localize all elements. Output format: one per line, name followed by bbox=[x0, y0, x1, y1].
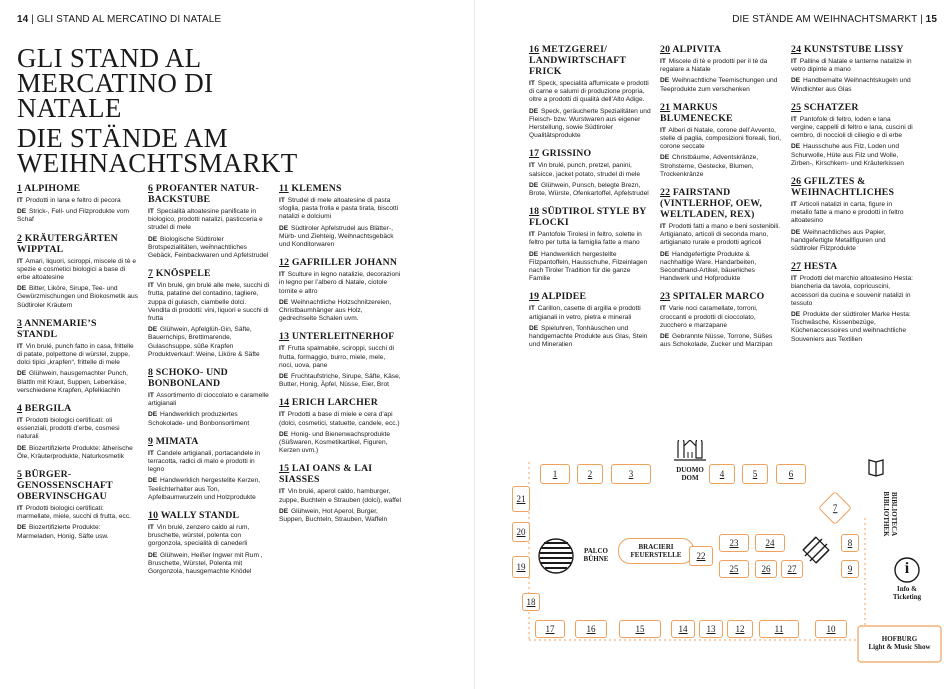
stand-name: 6 PROFANTER NATUR-BACKSTUBE bbox=[148, 183, 260, 205]
stand-name: 21 MARKUS BLUMENECKE bbox=[660, 101, 733, 124]
stand-entry-20 bbox=[660, 44, 782, 94]
stand-column-5 bbox=[660, 44, 782, 357]
running-head-left: GLI STAND AL MERCATINO DI NATALE bbox=[36, 14, 222, 25]
stand-column-3 bbox=[279, 183, 401, 532]
stand-description-it: IT Vin brulé, gin brulé alle mele, succhi di frutta, patatine del contadino, tagliere, zuppa di gulasch, ciambelle dolci. Vendita di prodotti: vini, liquori e succhi di frutta bbox=[148, 282, 270, 323]
stand-name: 24 KUNSTSTUBE LISSY bbox=[791, 44, 904, 55]
stand-number: 20 bbox=[660, 44, 671, 55]
stand-name: 26 GFILZTES & WEIHNACHTLICHES bbox=[791, 176, 895, 199]
stand-marker-25[interactable]: 25 bbox=[719, 560, 749, 578]
stand-description-de: DE Produkte der südtiroler Marke Hesta: Tischwäsche, Kissenbezüge, Küchenaccessoires und weihnachtliche Souveniers aus Textilien bbox=[791, 311, 911, 343]
stand-name: 17 GRISSINO bbox=[529, 148, 592, 160]
stand-description-it: IT Prodotti fatti a mano e beni sostenibili. Artigianato, articoli di seconda mano, artigianato rurale e prodotti agricoli bbox=[660, 223, 781, 247]
stand-number: 27 bbox=[791, 261, 802, 273]
stand-number: 21 bbox=[660, 101, 671, 113]
stand-description-it: IT Varie noci caramellate, torroni, croccanti e prodotti di cioccolato, zucchero e marzapane bbox=[660, 305, 758, 329]
stand-description-de: DE Glühwein, Punsch, belegte Brezn, Brote, Würste, Ofenkartoffel, Apfelstrudel bbox=[529, 181, 649, 198]
stand-entry-24 bbox=[791, 44, 913, 94]
bracieri-area: BRACIERI FEUERSTELLE bbox=[618, 538, 694, 564]
stand-description-it: IT Pantofole Tirolesi in feltro, solette in feltro per tutta la famiglia fatte a mano bbox=[529, 231, 642, 247]
stand-description-it: IT Prodotti biologici certificati: oli essenziali, prodotti d’erbe, cosmesi naturali bbox=[17, 417, 120, 441]
stand-number: 22 bbox=[660, 187, 671, 199]
stand-name: 4 BERGILA bbox=[17, 403, 72, 415]
stand-name: 13 UNTERLEITNERHOF bbox=[279, 331, 395, 343]
stand-entry-21 bbox=[660, 102, 782, 179]
stand-description-it: IT Alberi di Natale, corone dell’Avvento, stelle di paglia, composizioni floreali, fiori, corone seccate bbox=[660, 126, 781, 151]
stand-number: 7 bbox=[148, 268, 154, 280]
stand-number: 23 bbox=[660, 291, 671, 303]
library-icon bbox=[869, 460, 883, 476]
stand-entry-19 bbox=[529, 291, 651, 349]
stand-name: 18 SÜDTIROL STYLE BY FLOCKI bbox=[529, 206, 647, 229]
stand-name: 10 WALLY STANDL bbox=[148, 510, 240, 522]
stand-description-de: DE Handgefertigte Produkte & nachhaltige Ware. Handarbeiten, Secondhand-Artikel, bäuerliches Handwerk und Hofprodukte bbox=[660, 250, 757, 283]
stand-number: 15 bbox=[279, 463, 290, 475]
stand-number: 25 bbox=[791, 101, 802, 113]
header-right: DIE STÄNDE AM WEIHNACHTSMARKT | 15 bbox=[732, 14, 937, 25]
stand-number: 8 bbox=[148, 367, 154, 379]
stand-description-de: DE Weihnachtliches aus Papier, handgefertigte Metallfiguren und südtiroler Filzprodukte bbox=[791, 228, 886, 253]
stand-description-it: IT Sculture in legno natalizie, decorazioni in legno per l’albero di Natale, ciotole tornite e altro bbox=[279, 271, 401, 295]
stand-entry-25 bbox=[791, 102, 913, 168]
stand-name: 5 BÜRGER-GENOSSENSCHAFT OBERVINSCHGAU bbox=[17, 469, 113, 503]
stand-marker-18[interactable]: 18 bbox=[522, 593, 540, 611]
stand-description-it: IT Speck, specialità affumicate e prodotti di carne e salumi di produzione propria, oltre a prodotti di qualità dell’Alto Adige. bbox=[529, 80, 649, 104]
stand-name: 2 KRÄUTERGÄRTEN WIPPTAL bbox=[17, 232, 118, 255]
hofburg-label: HOFBURG Light & Music Show bbox=[868, 635, 931, 651]
stand-entry-16 bbox=[529, 44, 651, 140]
stand-name: 19 ALPIDEE bbox=[529, 291, 587, 303]
stand-entry-14 bbox=[279, 397, 401, 455]
stand-number: 5 bbox=[17, 469, 23, 481]
stand-description-de: DE Weihnachtliche Holzschnitzereien, Christbaumhänger aus Holz, gedrechselte Schalen uvm. bbox=[279, 298, 392, 323]
stand-number: 6 bbox=[148, 183, 154, 194]
stand-entry-12 bbox=[279, 257, 401, 323]
stand-number: 11 bbox=[279, 183, 289, 194]
stand-description-de: DE Hausschuhe aus Filz, Loden und Schurwolle, Hüte aus Filz und Wolle, Zirben-, Kirschkern- und Kräuterkissen bbox=[791, 143, 904, 167]
stand-number: 19 bbox=[529, 291, 540, 303]
stand-marker-14[interactable]: 14 bbox=[671, 620, 695, 638]
stand-number: 13 bbox=[279, 331, 290, 343]
stand-marker-27[interactable]: 27 bbox=[781, 560, 803, 578]
stand-name: 22 FAIRSTAND (VINTLERHOF, OEW, WELTLADEN, REX) bbox=[660, 187, 763, 221]
stand-description-it: IT Pantofole di feltro, loden e lana vergine, cappelli di feltro e lana, cuscini di cembro, di noccioli di ciliegio e di erbe bbox=[791, 115, 913, 140]
stand-number: 9 bbox=[148, 435, 154, 447]
stand-name: 16 METZGEREI/ LANDWIRTSCHAFT FRICK bbox=[529, 44, 626, 77]
stand-marker-21[interactable]: 21 bbox=[512, 486, 530, 512]
stand-description-de: DE Biozertifizierte Produkte: ätherische Öle, Kräuterprodukte, Naturkosmetik bbox=[17, 444, 133, 460]
stand-description-it: IT Frutta spalmabile, sciroppi, succhi di frutta, formaggio, burro, miele, mele, noci, uova, pane bbox=[279, 345, 394, 369]
stand-description-de: DE Südtiroler Apfelstrudel aus Blätter-, Mürb- und Ziehteig, Weihnachtsgebäck und Konditorwaren bbox=[279, 224, 394, 249]
stand-entry-1 bbox=[17, 183, 139, 225]
stand-entry-23 bbox=[660, 291, 782, 349]
stand-description-it: IT Specialità altoatesine panificate in biologico, prodotti natalizi, pasticceria e strudel di mele bbox=[148, 208, 263, 232]
stage-icon bbox=[539, 539, 573, 573]
page-number-right: 15 bbox=[925, 14, 937, 25]
stand-description-it: IT Miscele di tè e prodotti per il tè da regalare a Natale bbox=[660, 58, 768, 74]
stand-name: 1 ALPIHOME bbox=[17, 183, 81, 194]
stand-column-2 bbox=[148, 183, 270, 584]
stand-description-it: IT Vin brulé, aperol caldo, hamburger, zuppe, Buchteln e Strauben (dolci), waffel bbox=[279, 488, 401, 504]
page-spine bbox=[474, 0, 475, 689]
stand-description-de: DE Honig- und Bienenwachsprodukte (Süßwaren, Kosmetikartikel, Figuren, Kerzen uvm.) bbox=[279, 430, 390, 455]
stand-description-de: DE Bitter, Liköre, Sirupe, Tee- und Gewürzmischungen und Biokosmetik aus Südtiroler Kräutern bbox=[17, 285, 138, 309]
stand-description-de: DE Gebrannte Nüsse, Torrone, Süßes aus Schokolade, Zucker und Marzipan bbox=[660, 333, 773, 349]
stand-entry-8 bbox=[148, 367, 270, 428]
stand-description-it: IT Prodotti del marchio altoatesino Hesta: biancheria da tavola, copricuscini, accessori da cucina e souvenir natalizi in tessuto bbox=[791, 275, 913, 307]
stand-name: 7 KNÖSPELE bbox=[148, 268, 211, 280]
stand-marker-15[interactable]: 15 bbox=[619, 620, 661, 638]
stand-description-it: IT Prodotti a base di miele e cera d’api (dolci, cosmetici, statuette, candele, ecc.) bbox=[279, 411, 400, 427]
stand-marker-23[interactable]: 23 bbox=[719, 534, 749, 552]
stand-description-de: DE Speck, geräucherte Spezialitäten und Fleisch- bzw. Wurstwaren aus eigener Herstellung, sowie Südtiroler Qualitätsprodukte bbox=[529, 107, 651, 140]
stand-number: 17 bbox=[529, 148, 540, 160]
stand-name: 20 ALPIVITA bbox=[660, 44, 722, 55]
stand-number: 18 bbox=[529, 206, 540, 218]
stand-number: 4 bbox=[17, 403, 23, 415]
stand-marker-12[interactable]: 12 bbox=[727, 620, 753, 638]
stand-marker-17[interactable]: 17 bbox=[535, 620, 565, 638]
stand-description-de: DE Handwerklich hergestellte Filzpantoffeln, Hausschuhe, Filzeinlagen nach Tiroler Tradition für die ganze Familie bbox=[529, 250, 648, 283]
stand-name: 3 ANNEMARIE’S STANDL bbox=[17, 317, 97, 340]
stand-name: 12 GAFRILLER JOHANN bbox=[279, 257, 398, 269]
stand-description-de: DE Fruchtaufstriche, Sirupe, Säfte, Käse, Butter, Honig, Äpfel, Nüsse, Eier, Brot bbox=[279, 373, 401, 389]
stage-label: PALCO BÜHNE bbox=[583, 547, 609, 563]
stand-description-de: DE Handbemalte Weihnachtskugeln und Windlichter aus Glas bbox=[791, 77, 911, 93]
stand-marker-26[interactable]: 26 bbox=[755, 560, 777, 578]
stand-description-it: IT Prodotti biologici certificati: marmellate, miele, succhi di frutta, ecc. bbox=[17, 505, 131, 521]
stand-name: 8 SCHOKO- UND BONBONLAND bbox=[148, 367, 228, 390]
stand-description-de: DE Weihnachtliche Teemischungen und Teeprodukte zum verschenken bbox=[660, 77, 778, 93]
stand-number: 16 bbox=[529, 44, 540, 55]
firepit-icon bbox=[803, 537, 829, 563]
stand-entry-10 bbox=[148, 510, 270, 576]
stand-number: 1 bbox=[17, 183, 23, 194]
stand-description-it: IT Carillon, casette di argilla e prodotti artigianali in vetro, pietra e minerali bbox=[529, 305, 641, 321]
stand-entry-7 bbox=[148, 268, 270, 359]
running-head-right: DIE STÄNDE AM WEIHNACHTSMARKT bbox=[732, 14, 918, 25]
stand-description-de: DE Strick-, Fell- und Filzprodukte vom Schaf bbox=[17, 208, 130, 224]
stand-description-de: DE Handwerklich hergestellte Kerzen, Teelichterhalter aus Ton, Apfelbaumwurzeln und Holzprodukte bbox=[148, 477, 261, 501]
cathedral-icon bbox=[674, 440, 706, 460]
stand-marker-8[interactable]: 8 bbox=[841, 534, 859, 552]
stand-column-6 bbox=[791, 44, 913, 352]
stand-entry-26 bbox=[791, 176, 913, 253]
stand-description-de: DE Spieluhren, Tonhäuschen und handgemachte Produkte aus Glas, Stein und Mineralien bbox=[529, 324, 648, 349]
stand-number: 26 bbox=[791, 176, 802, 188]
info-symbol: i bbox=[904, 560, 910, 577]
stand-marker-3[interactable]: 3 bbox=[611, 464, 651, 484]
stand-description-it: IT Vin brulé, zenzero caldo al rum, bruschette, würstel, polenta con gorgonzola, specialità di canederli bbox=[148, 524, 250, 548]
page-number-left: 14 bbox=[17, 14, 29, 25]
stand-marker-24[interactable]: 24 bbox=[755, 534, 785, 552]
stand-name: 23 SPITALER MARCO bbox=[660, 291, 765, 303]
stand-number: 2 bbox=[17, 232, 23, 244]
stand-description-de: DE Biologische Südtiroler Brotspezialitäten, weihnachtliches Gebäck, Feinbackwaren und Apfelstrudel bbox=[148, 235, 269, 260]
stand-description-it: IT Assortimento di cioccolato e caramelle artigianali bbox=[148, 392, 269, 408]
duomo-label: DUOMO DOM bbox=[676, 466, 704, 482]
stand-entry-9 bbox=[148, 436, 270, 502]
stand-marker-7[interactable]: 7 bbox=[818, 491, 852, 525]
stand-description-de: DE Biozertifizierte Produkte: Marmeladen, Honig, Säfte usw. bbox=[17, 524, 109, 540]
stand-description-de: DE Glühwein, Apfelglüh-Gin, Säfte, Bauernchips, Brettlmarende, Gulaschsuppe, süße Krapfen Produktverkauf: Weine, Liköre & Säfte bbox=[148, 326, 260, 358]
stand-name: 14 ERICH LARCHER bbox=[279, 397, 379, 409]
stand-column-1 bbox=[17, 183, 139, 549]
stand-entry-27 bbox=[791, 261, 913, 344]
library-label: BIBLIOTECA BIBLIOTHEK bbox=[882, 491, 898, 537]
stand-description-it: IT Palline di Natale e lanterne natalizie in vetro dipinte a mano bbox=[791, 58, 912, 74]
stand-entry-15 bbox=[279, 463, 401, 524]
stand-entry-3 bbox=[17, 318, 139, 395]
stand-marker-11[interactable]: 11 bbox=[759, 620, 799, 638]
market-map bbox=[505, 440, 945, 680]
stand-entry-13 bbox=[279, 331, 401, 389]
stand-description-de: DE Glühwein, Heißer Ingwer mit Rum , Bruschette, Würstel, Polenta mit Gorgonzola, hausgemachte Knödel bbox=[148, 551, 263, 576]
stand-marker-2[interactable]: 2 bbox=[577, 464, 603, 484]
stand-name: 27 HESTA bbox=[791, 261, 838, 273]
stand-name: 9 MIMATA bbox=[148, 435, 199, 447]
stand-name: 15 LAI OANS & LAI SIASSES bbox=[279, 463, 373, 486]
stand-marker-22[interactable]: 22 bbox=[689, 546, 713, 566]
stand-marker-20[interactable]: 20 bbox=[512, 522, 530, 542]
stand-marker-1[interactable]: 1 bbox=[540, 464, 570, 484]
stand-description-it: IT Vin brulé, punch, pretzel, panini, salsicce, jacket potato, strudel di mele bbox=[529, 162, 641, 178]
stand-marker-10[interactable]: 10 bbox=[815, 620, 847, 638]
stand-description-de: DE Christbäume, Adventskränze, Strohsterne, Gestecke, Blumen, Trockenkränze bbox=[660, 154, 759, 178]
stand-description-de: DE Handwerklich produziertes Schokolade- und Bonbonsortiment bbox=[148, 411, 250, 427]
stand-entry-11 bbox=[279, 183, 401, 249]
stand-marker-19[interactable]: 19 bbox=[512, 556, 530, 578]
stand-entry-22 bbox=[660, 187, 782, 283]
stand-number: 3 bbox=[17, 317, 23, 329]
stand-entry-6 bbox=[148, 183, 270, 260]
stand-number: 10 bbox=[148, 510, 159, 522]
stand-description-it: IT Prodotti in lana e feltro di pecora bbox=[17, 197, 121, 204]
stand-name: 11 KLEMENS bbox=[279, 183, 342, 194]
page-title: GLI STAND AL MERCATINO DI NATALE DIE STÄNDE AM WEIHNACHTSMARKT bbox=[17, 43, 298, 178]
stand-entry-18 bbox=[529, 206, 651, 283]
info-ticketing-label: Info & Ticketing bbox=[892, 585, 922, 601]
stand-marker-9[interactable]: 9 bbox=[841, 560, 859, 578]
stand-entry-2 bbox=[17, 233, 139, 310]
stand-number: 24 bbox=[791, 44, 802, 55]
stand-description-de: DE Glühwein, Hot Aperol, Burger, Suppen, Buchteln, Strauben, Waffeln bbox=[279, 507, 388, 524]
stand-entry-5 bbox=[17, 469, 139, 541]
stand-entry-17 bbox=[529, 148, 651, 198]
stand-name: 25 SCHATZER bbox=[791, 101, 859, 113]
stand-description-it: IT Strudel di mele altoatesine di pasta sfoglia, pasta frolla e pasta tirata, biscotti natalizi e dolciumi bbox=[279, 197, 399, 221]
stand-number: 12 bbox=[279, 257, 290, 269]
header-left: 14 | GLI STAND AL MERCATINO DI NATALE bbox=[17, 14, 222, 25]
stand-marker-5[interactable]: 5 bbox=[742, 464, 768, 484]
stand-description-it: IT Amari, liquori, sciroppi, miscele di tè e spezie e cosmetici biologici a base di erbe altoatesine bbox=[17, 257, 137, 282]
stand-column-4 bbox=[529, 44, 651, 357]
stand-description-de: DE Glühwein, hausgemachter Punch, Blattln mit Kraut, Suppen, Leberkäse, verschiedene Krapfen, Apfelkiachln bbox=[17, 370, 128, 394]
stand-description-it: IT Articoli natalizi in carta, figure in metallo fatte a mano e prodotti in feltro altoatesino bbox=[791, 201, 904, 225]
stand-number: 14 bbox=[279, 397, 290, 409]
stand-marker-16[interactable]: 16 bbox=[575, 620, 607, 638]
stand-entry-4 bbox=[17, 403, 139, 461]
stand-description-it: IT Vin brulé, punch fatto in casa, frittelle di patate, polpettone di würstel, zuppe, dolci tipici „krapfen“, frittelle di mele bbox=[17, 342, 134, 367]
stand-marker-4[interactable]: 4 bbox=[709, 464, 735, 484]
stand-marker-6[interactable]: 6 bbox=[776, 464, 806, 484]
stand-marker-13[interactable]: 13 bbox=[699, 620, 723, 638]
stand-description-it: IT Candele artigianali, portacandele in terracotta, radici di malo e prodotti in legno bbox=[148, 449, 261, 474]
